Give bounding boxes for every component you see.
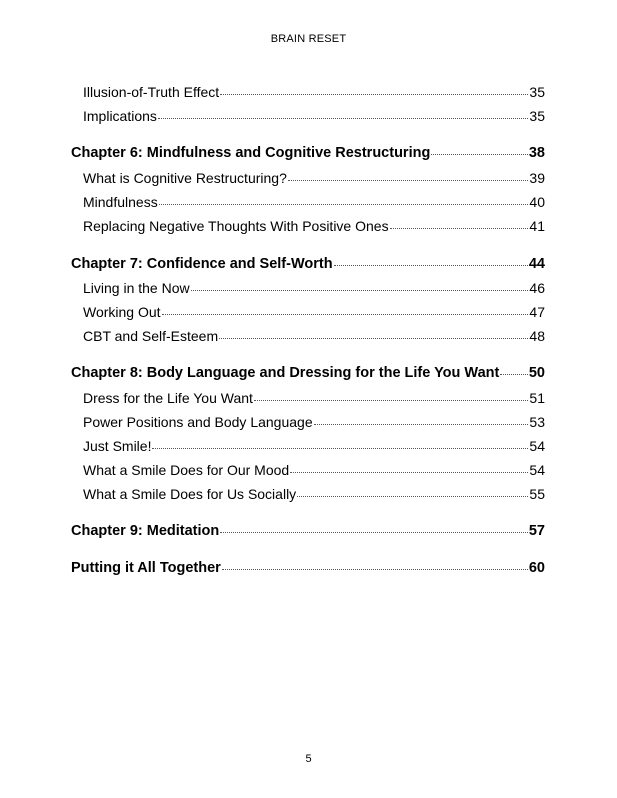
dot-leader: [159, 204, 529, 205]
toc-entry-title: What a Smile Does for Our Mood: [83, 462, 290, 478]
toc-entry[interactable]: [83, 486, 545, 502]
toc-entry[interactable]: [83, 108, 545, 124]
toc-entry[interactable]: [83, 218, 545, 234]
toc-chapter-entry[interactable]: [71, 365, 545, 381]
dot-leader: [162, 314, 529, 315]
toc-entry-title: Replacing Negative Thoughts With Positive Ones: [83, 218, 389, 234]
toc-entry[interactable]: [83, 280, 545, 296]
dot-leader: [219, 338, 528, 339]
toc-entry-page: 51: [529, 390, 545, 406]
toc-entry-title: Dress for the Life You Want: [83, 390, 253, 406]
dot-leader: [158, 118, 529, 119]
toc-entry-title: Chapter 6: Mindfulness and Cognitive Restructuring: [71, 145, 431, 161]
toc-entry[interactable]: [83, 194, 545, 210]
dot-leader: [254, 400, 529, 401]
toc-entry-title: What a Smile Does for Us Socially: [83, 486, 297, 502]
dot-leader: [334, 265, 528, 266]
dot-leader: [288, 180, 529, 181]
dot-leader: [220, 532, 528, 533]
toc-entry-page: 57: [528, 523, 545, 539]
toc-entry[interactable]: [83, 462, 545, 478]
toc-entry-page: 38: [528, 145, 545, 161]
toc-entry-title: Implications: [83, 108, 157, 124]
toc-entry-title: Putting it All Together: [71, 560, 221, 576]
toc-entry-page: 47: [529, 304, 545, 320]
toc-entry[interactable]: [83, 170, 545, 186]
toc-entry-page: 55: [529, 486, 545, 502]
dot-leader: [152, 448, 528, 449]
toc-entry-title: Illusion-of-Truth Effect: [83, 84, 220, 100]
toc-entry[interactable]: [83, 438, 545, 454]
toc-entry-title: CBT and Self-Esteem: [83, 328, 219, 344]
toc-entry-title: Working Out: [83, 304, 161, 320]
toc-entry-title: What is Cognitive Restructuring?: [83, 170, 287, 186]
page-number: 5: [305, 753, 312, 765]
toc-entry[interactable]: [83, 304, 545, 320]
toc-entry-page: 54: [529, 438, 545, 454]
toc-entry-title: Chapter 9: Meditation: [71, 523, 220, 539]
toc-entry[interactable]: [83, 328, 545, 344]
dot-leader: [390, 228, 529, 229]
toc-entry-title: Chapter 8: Body Language and Dressing for the Life You Want: [71, 365, 500, 381]
toc-entry[interactable]: [83, 84, 545, 100]
toc-entry-page: 60: [528, 560, 545, 576]
toc-entry-title: Power Positions and Body Language: [83, 414, 313, 430]
toc-entry-page: 40: [529, 194, 545, 210]
toc-entry[interactable]: [83, 414, 545, 430]
toc-entry-page: 35: [529, 84, 545, 100]
toc-entry-page: 39: [529, 170, 545, 186]
dot-leader: [191, 290, 529, 291]
toc-entry-title: Just Smile!: [83, 438, 152, 454]
dot-leader: [222, 569, 528, 570]
running-header: BRAIN RESET: [270, 33, 347, 45]
toc-entry-page: 44: [528, 256, 545, 272]
toc-entry-page: 48: [529, 328, 545, 344]
dot-leader: [297, 496, 528, 497]
toc-entry-page: 46: [529, 280, 545, 296]
dot-leader: [314, 424, 529, 425]
toc-entry-title: Chapter 7: Confidence and Self-Worth: [71, 256, 333, 272]
toc-entry[interactable]: [83, 390, 545, 406]
toc-entry-page: 54: [529, 462, 545, 478]
toc-entry-title: Mindfulness: [83, 194, 158, 210]
toc-entry-page: 50: [528, 365, 545, 381]
toc-entry-title: Living in the Now: [83, 280, 190, 296]
toc-chapter-entry[interactable]: [71, 256, 545, 272]
dot-leader: [431, 154, 528, 155]
dot-leader: [220, 94, 528, 95]
toc-entry-page: 35: [529, 108, 545, 124]
dot-leader: [500, 374, 528, 375]
toc-chapter-entry[interactable]: [71, 145, 545, 161]
dot-leader: [290, 472, 528, 473]
toc-entry-page: 41: [529, 218, 545, 234]
toc-chapter-entry[interactable]: [71, 560, 545, 576]
toc-entry-page: 53: [529, 414, 545, 430]
toc-chapter-entry[interactable]: [71, 523, 545, 539]
